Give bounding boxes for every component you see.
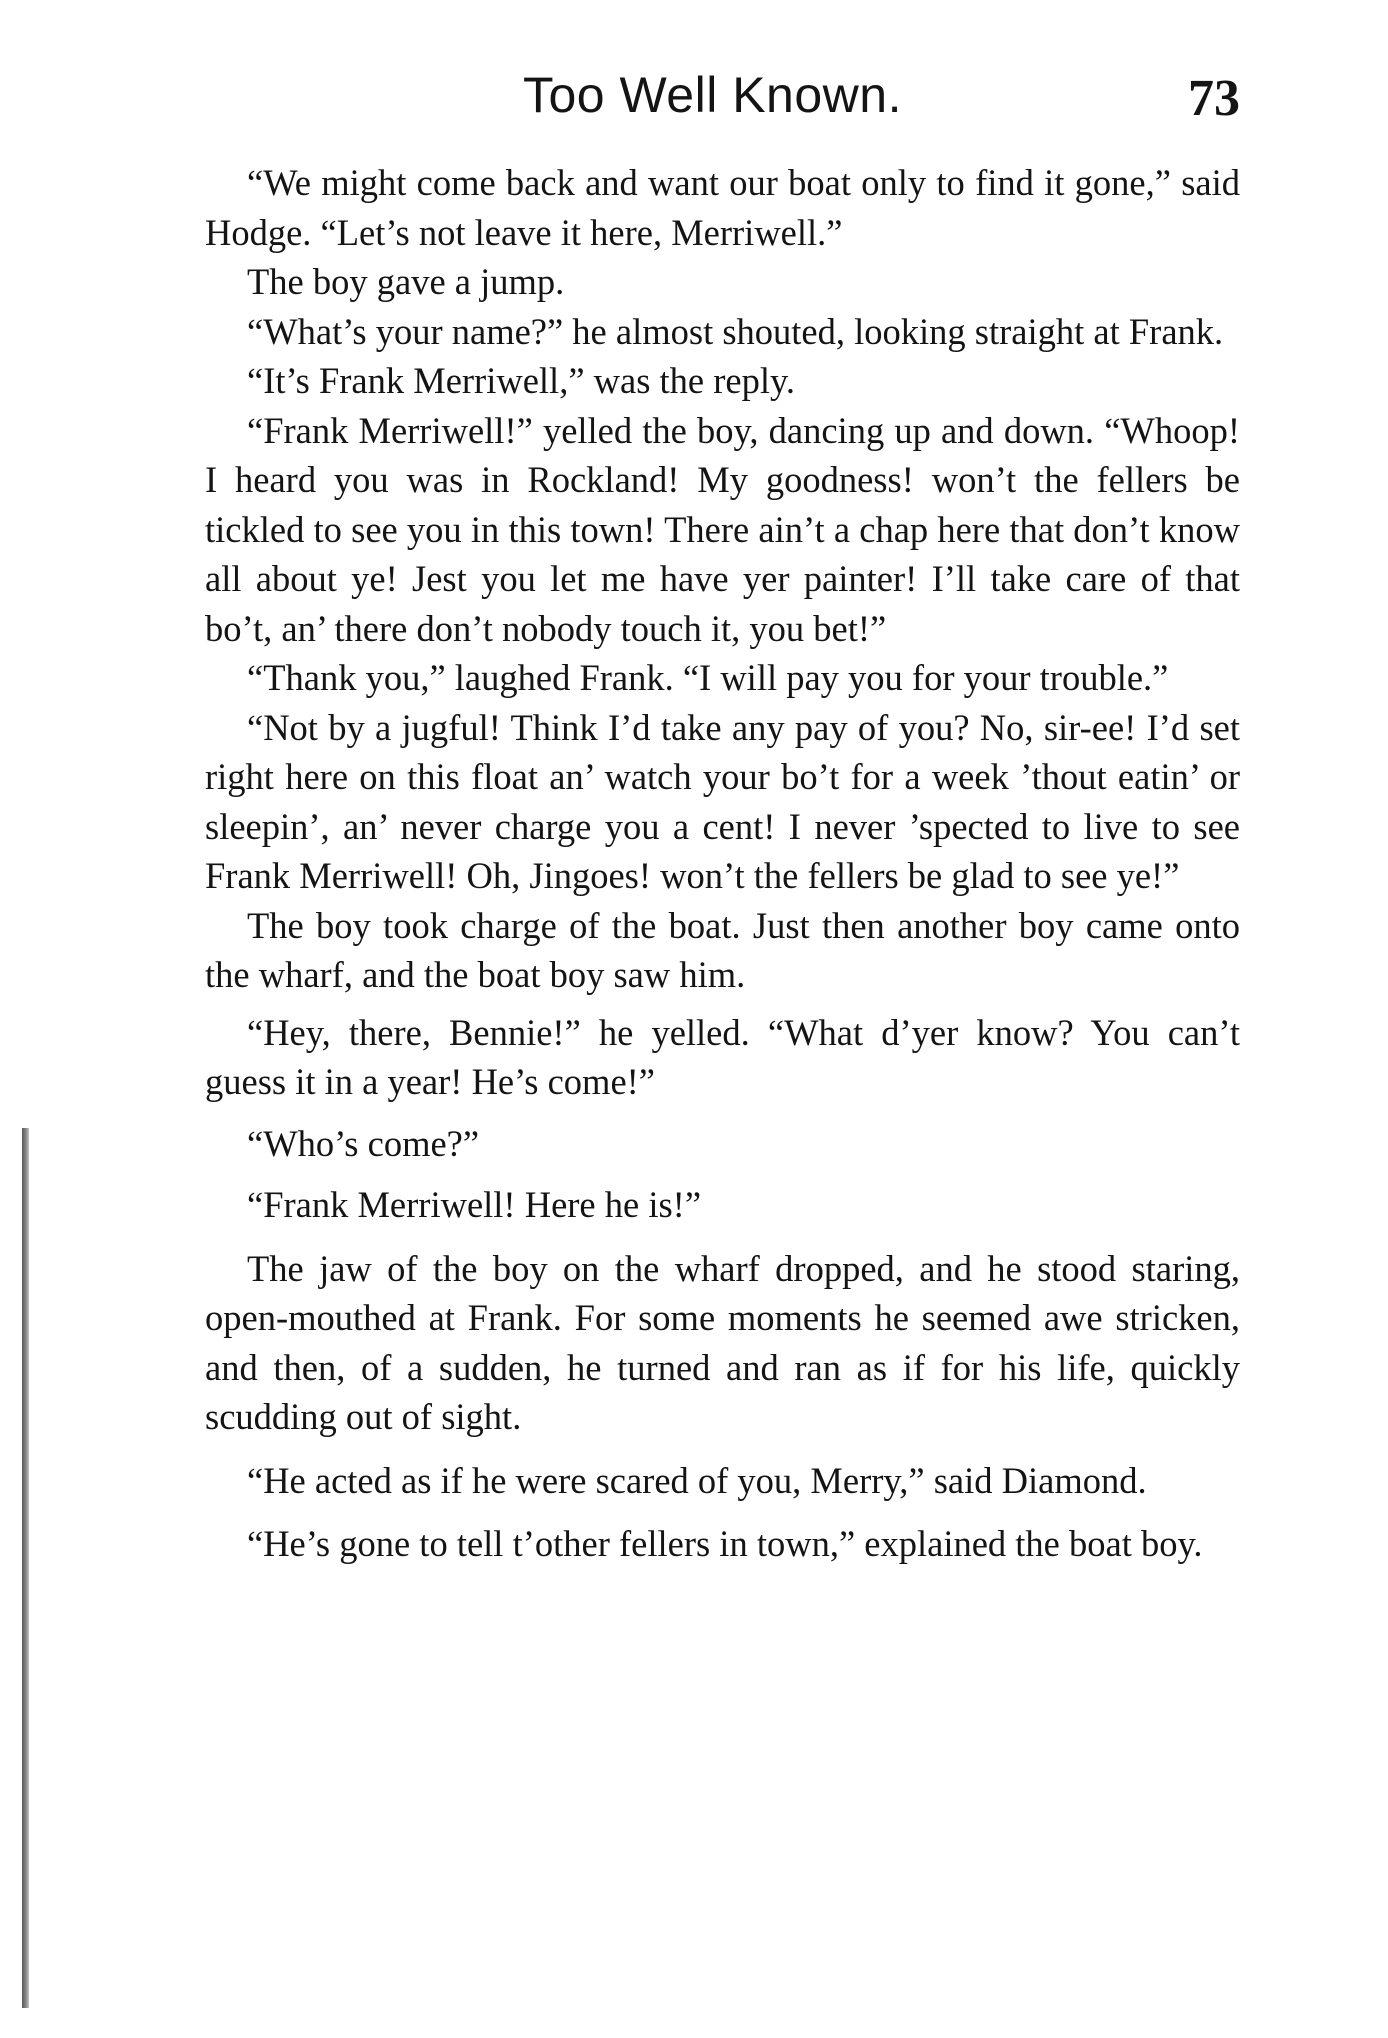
paragraph-3: “What’s your name?” he almost shouted, looking straight at Frank. <box>247 310 1224 352</box>
paragraph-4: “It’s Frank Merriwell,” was the reply. <box>247 360 795 401</box>
body-text <box>205 158 1240 1569</box>
page-header <box>205 60 1240 130</box>
paragraph-13: “He acted as if he were scared of you, Merry,” said Diamond. <box>247 1459 1147 1501</box>
paragraph-1: “We might come back and want our boat only to find it gone,” said Hodge. “Let’s not leave it here, Merriwell.” <box>205 162 1240 253</box>
paragraph-8: The boy took charge of the boat. Just then another boy came onto the wharf, and the boat boy saw him. <box>205 904 1240 995</box>
page-binding-edge <box>22 1128 29 2008</box>
paragraph-5: “Frank Merriwell!” yelled the boy, dancing up and down. “Whoop! I heard you was in Rockland! My goodness! won’t the fellers be tickled to see you in this town! There ain’t a chap here that don’t know all about ye! Jest you let me have yer painter! I’ll take care of that bo’t, an’ there don’t nobody touch it, you bet!” <box>205 409 1240 649</box>
paragraph-14: “He’s gone to tell t’other fellers in town,” explained the boat boy. <box>247 1523 1203 1564</box>
page-number: 73 <box>1188 70 1240 127</box>
paragraph-6: “Thank you,” laughed Frank. “I will pay you for your trouble.” <box>247 657 1169 698</box>
paragraph-9: “Hey, there, Bennie!” he yelled. “What d’yer know? You can’t guess it in a year! He’s come!” <box>205 1011 1240 1102</box>
paragraph-7: “Not by a jugful! Think I’d take any pay of you? No, sir-ee! I’d set right here on this float an’ watch your bo’t for a week ’thout eatin’ or sleepin’, an’ never charge you a cent! I never ’spected to live to see Frank Merriwell! Oh, Jingoes! won’t the fellers be glad to see ye!” <box>205 706 1240 896</box>
paragraph-2: The boy gave a jump. <box>247 261 565 302</box>
paragraph-11: “Frank Merriwell! Here he is!” <box>247 1184 702 1225</box>
paragraph-12: The jaw of the boy on the wharf dropped, and he stood staring, open-mouthed at Frank. For some moments he seemed awe stricken, and then, of a sudden, he turned and ran as if for his life, quickly scudding out of sight. <box>205 1247 1240 1437</box>
paragraph-10: “Who’s come?” <box>247 1122 480 1164</box>
running-title: Too Well Known. <box>523 67 902 123</box>
